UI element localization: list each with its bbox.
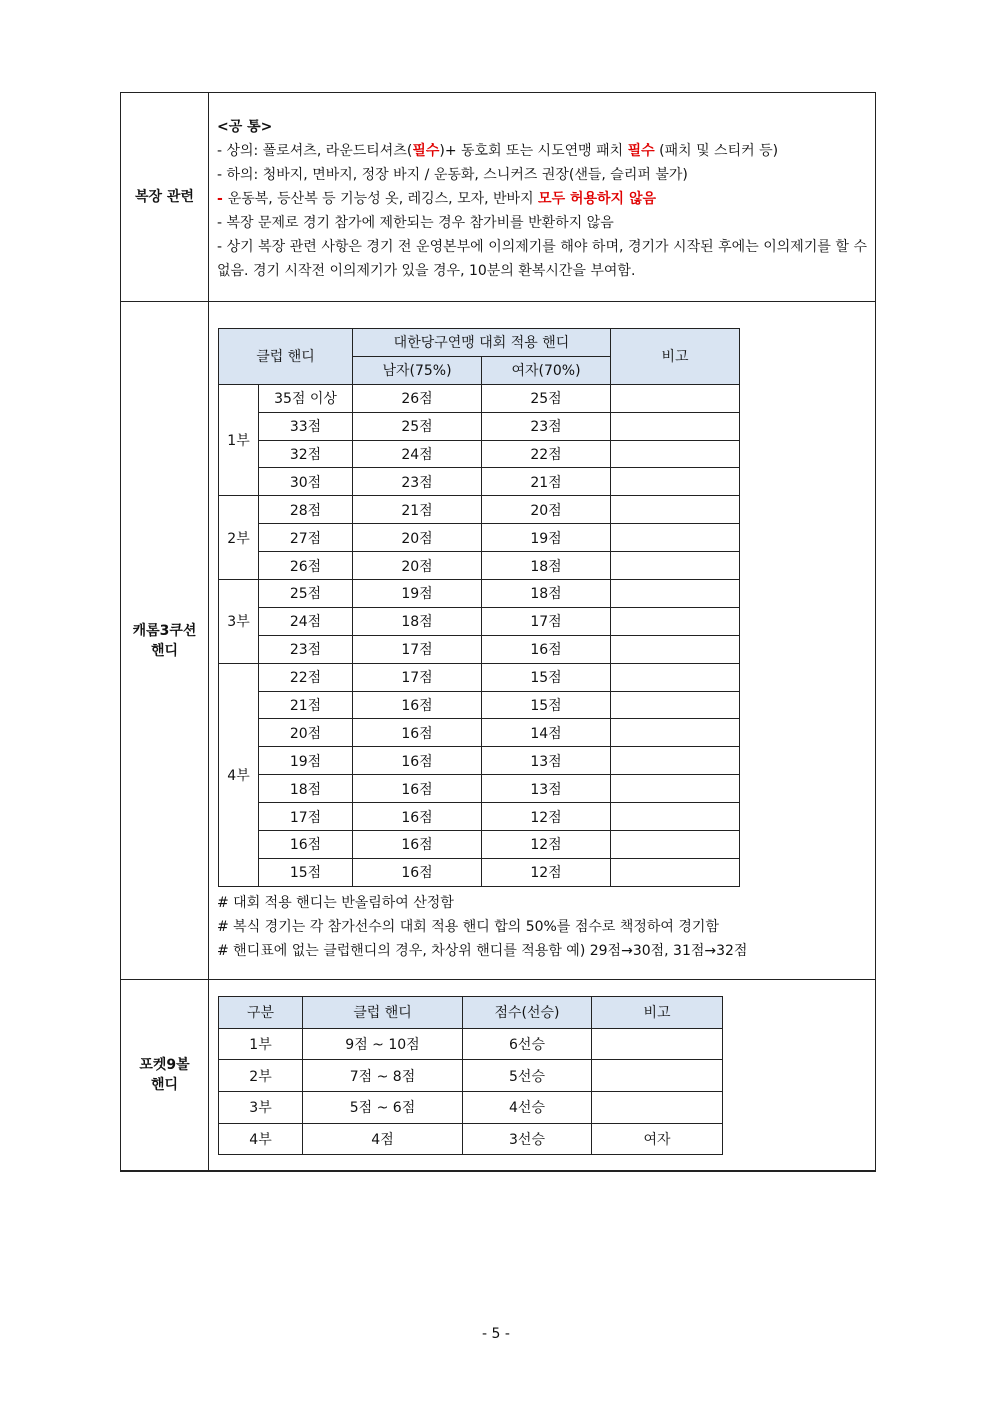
division-cell: 1부 <box>219 1028 303 1060</box>
female-handi-cell: 21점 <box>482 468 611 496</box>
club-handi-cell: 30점 <box>259 468 353 496</box>
header-applied-handi: 대한당구연맹 대회 적용 핸디 <box>353 329 611 357</box>
male-handi-cell: 17점 <box>353 635 482 663</box>
club-handi-cell: 20점 <box>259 719 353 747</box>
club-handi-cell: 5점 ~ 6점 <box>303 1092 463 1124</box>
club-handi-cell: 7점 ~ 8점 <box>303 1060 463 1092</box>
pocket-handicap-table <box>218 996 723 1155</box>
male-handi-cell: 25점 <box>353 412 482 440</box>
table-row <box>219 524 740 552</box>
note-cell <box>611 496 740 524</box>
female-handi-cell: 18점 <box>482 580 611 608</box>
note-cell <box>611 719 740 747</box>
main-table <box>120 92 876 1172</box>
club-handi-cell: 24점 <box>259 607 353 635</box>
note-cell <box>611 831 740 859</box>
note-cell <box>611 440 740 468</box>
division-cell: 3부 <box>219 580 259 664</box>
note-cell <box>611 524 740 552</box>
carom-footnotes <box>209 887 875 969</box>
header-male: 남자(75%) <box>353 356 482 384</box>
female-handi-cell: 19점 <box>482 524 611 552</box>
club-handi-cell: 35점 이상 <box>259 384 353 412</box>
header-female: 여자(70%) <box>482 356 611 384</box>
female-handi-cell: 17점 <box>482 607 611 635</box>
male-handi-cell: 16점 <box>353 747 482 775</box>
dress-line-4: - 복장 문제로 경기 참가에 제한되는 경우 참가비를 반환하지 않음 <box>217 215 614 231</box>
table-row <box>219 663 740 691</box>
male-handi-cell: 16점 <box>353 803 482 831</box>
female-handi-cell: 22점 <box>482 440 611 468</box>
female-handi-cell: 12점 <box>482 831 611 859</box>
male-handi-cell: 16점 <box>353 691 482 719</box>
pocket-header-club-handi: 클럽 핸디 <box>303 997 463 1029</box>
male-handi-cell: 24점 <box>353 440 482 468</box>
table-row <box>219 719 740 747</box>
female-handi-cell: 25점 <box>482 384 611 412</box>
club-handi-cell: 23점 <box>259 635 353 663</box>
club-handi-cell: 18점 <box>259 775 353 803</box>
male-handi-cell: 21점 <box>353 496 482 524</box>
female-handi-cell: 12점 <box>482 858 611 886</box>
note-cell <box>611 691 740 719</box>
table-row <box>219 1092 723 1124</box>
club-handi-cell: 21점 <box>259 691 353 719</box>
male-handi-cell: 18점 <box>353 607 482 635</box>
club-handi-cell: 17점 <box>259 803 353 831</box>
division-cell: 2부 <box>219 1060 303 1092</box>
note-cell <box>592 1028 723 1060</box>
note-cell <box>611 412 740 440</box>
note-cell <box>611 468 740 496</box>
table-row <box>219 1123 723 1155</box>
footnote: # 대회 적용 핸디는 반올림하여 산정함 <box>217 894 454 911</box>
table-row <box>219 384 740 412</box>
table-row <box>219 691 740 719</box>
note-cell <box>611 384 740 412</box>
note-cell <box>611 552 740 580</box>
pocket-header-score: 점수(선승) <box>463 997 592 1029</box>
pocket-header-division: 구분 <box>219 997 303 1029</box>
female-handi-cell: 16점 <box>482 635 611 663</box>
female-handi-cell: 15점 <box>482 691 611 719</box>
club-handi-cell: 28점 <box>259 496 353 524</box>
score-cell: 3선승 <box>463 1123 592 1155</box>
note-cell <box>611 580 740 608</box>
male-handi-cell: 16점 <box>353 831 482 859</box>
club-handi-cell: 27점 <box>259 524 353 552</box>
score-cell: 4선승 <box>463 1092 592 1124</box>
footnote: # 핸디표에 없는 클럽핸디의 경우, 차상위 핸디를 적용함 예) 29점→30점, 31점→32점 <box>217 942 748 959</box>
note-cell <box>611 607 740 635</box>
note-cell <box>611 663 740 691</box>
female-handi-cell: 13점 <box>482 747 611 775</box>
table-row <box>219 440 740 468</box>
dress-line-2: - 하의: 청바지, 면바지, 정장 바지 / 운동화, 스니커즈 권장(샌들, 슬리퍼 불가) <box>217 167 688 183</box>
male-handi-cell: 26점 <box>353 384 482 412</box>
female-handi-cell: 14점 <box>482 719 611 747</box>
note-cell <box>611 803 740 831</box>
club-handi-cell: 15점 <box>259 858 353 886</box>
club-handi-cell: 32점 <box>259 440 353 468</box>
division-cell: 4부 <box>219 1123 303 1155</box>
female-handi-cell: 20점 <box>482 496 611 524</box>
table-row <box>219 775 740 803</box>
pocket-label: 포켓9볼 핸디 <box>121 980 209 1171</box>
note-cell <box>592 1060 723 1092</box>
female-handi-cell: 13점 <box>482 775 611 803</box>
table-row <box>219 468 740 496</box>
score-cell: 5선승 <box>463 1060 592 1092</box>
division-cell: 4부 <box>219 663 259 886</box>
dress-row <box>121 93 876 302</box>
male-handi-cell: 16점 <box>353 858 482 886</box>
table-row <box>219 607 740 635</box>
pocket-row <box>121 980 876 1171</box>
male-handi-cell: 17점 <box>353 663 482 691</box>
dress-notes <box>209 93 875 283</box>
carom-handicap-table <box>218 328 740 887</box>
table-row <box>219 580 740 608</box>
table-row <box>219 1060 723 1092</box>
male-handi-cell: 20점 <box>353 524 482 552</box>
male-handi-cell: 23점 <box>353 468 482 496</box>
carom-label: 캐롬3쿠션 핸디 <box>121 302 209 980</box>
note-cell <box>611 635 740 663</box>
note-cell: 여자 <box>592 1123 723 1155</box>
female-handi-cell: 23점 <box>482 412 611 440</box>
note-cell <box>611 858 740 886</box>
division-cell: 3부 <box>219 1092 303 1124</box>
club-handi-cell: 16점 <box>259 831 353 859</box>
table-row <box>219 858 740 886</box>
score-cell: 6선승 <box>463 1028 592 1060</box>
footnote: # 복식 경기는 각 참가선수의 대회 적용 핸디 합의 50%를 점수로 책정하여 경기함 <box>217 918 719 935</box>
female-handi-cell: 15점 <box>482 663 611 691</box>
page-number: - 5 - <box>482 1326 510 1342</box>
club-handi-cell: 25점 <box>259 580 353 608</box>
dress-line-1: - 상의: 폴로셔츠, 라운드티셔츠(필수)+ 동호회 또는 시도연맹 패치 필수 (패치 및 스티커 등) <box>217 143 779 159</box>
note-cell <box>611 775 740 803</box>
table-row <box>219 747 740 775</box>
male-handi-cell: 19점 <box>353 580 482 608</box>
club-handi-cell: 33점 <box>259 412 353 440</box>
dress-label: 복장 관련 <box>121 93 209 302</box>
table-row <box>219 831 740 859</box>
club-handi-cell: 9점 ~ 10점 <box>303 1028 463 1060</box>
carom-row <box>121 302 876 980</box>
dress-line-3: - 운동복, 등산복 등 기능성 옷, 레깅스, 모자, 반바지 모두 허용하지 않음 <box>217 191 656 207</box>
club-handi-cell: 4점 <box>303 1123 463 1155</box>
pocket-header-note: 비고 <box>592 997 723 1029</box>
header-club-handi: 클럽 핸디 <box>219 329 353 385</box>
note-cell <box>611 747 740 775</box>
note-cell <box>592 1092 723 1124</box>
table-row <box>219 552 740 580</box>
male-handi-cell: 20점 <box>353 552 482 580</box>
header-note: 비고 <box>611 329 740 385</box>
table-row <box>219 496 740 524</box>
club-handi-cell: 26점 <box>259 552 353 580</box>
female-handi-cell: 12점 <box>482 803 611 831</box>
table-row <box>219 635 740 663</box>
table-row <box>219 1028 723 1060</box>
dress-line-5: - 상기 복장 관련 사항은 경기 전 운영본부에 이의제기를 해야 하며, 경기가 시작된 후에는 이의제기를 할 수 없음. 경기 시작전 이의제기가 있을 경우, 10분의 환복시간을 부여함. <box>217 239 867 279</box>
male-handi-cell: 16점 <box>353 719 482 747</box>
table-row <box>219 803 740 831</box>
dress-heading: <공 통> <box>217 119 273 135</box>
club-handi-cell: 22점 <box>259 663 353 691</box>
female-handi-cell: 18점 <box>482 552 611 580</box>
division-cell: 1부 <box>219 384 259 496</box>
male-handi-cell: 16점 <box>353 775 482 803</box>
club-handi-cell: 19점 <box>259 747 353 775</box>
division-cell: 2부 <box>219 496 259 580</box>
table-row <box>219 412 740 440</box>
